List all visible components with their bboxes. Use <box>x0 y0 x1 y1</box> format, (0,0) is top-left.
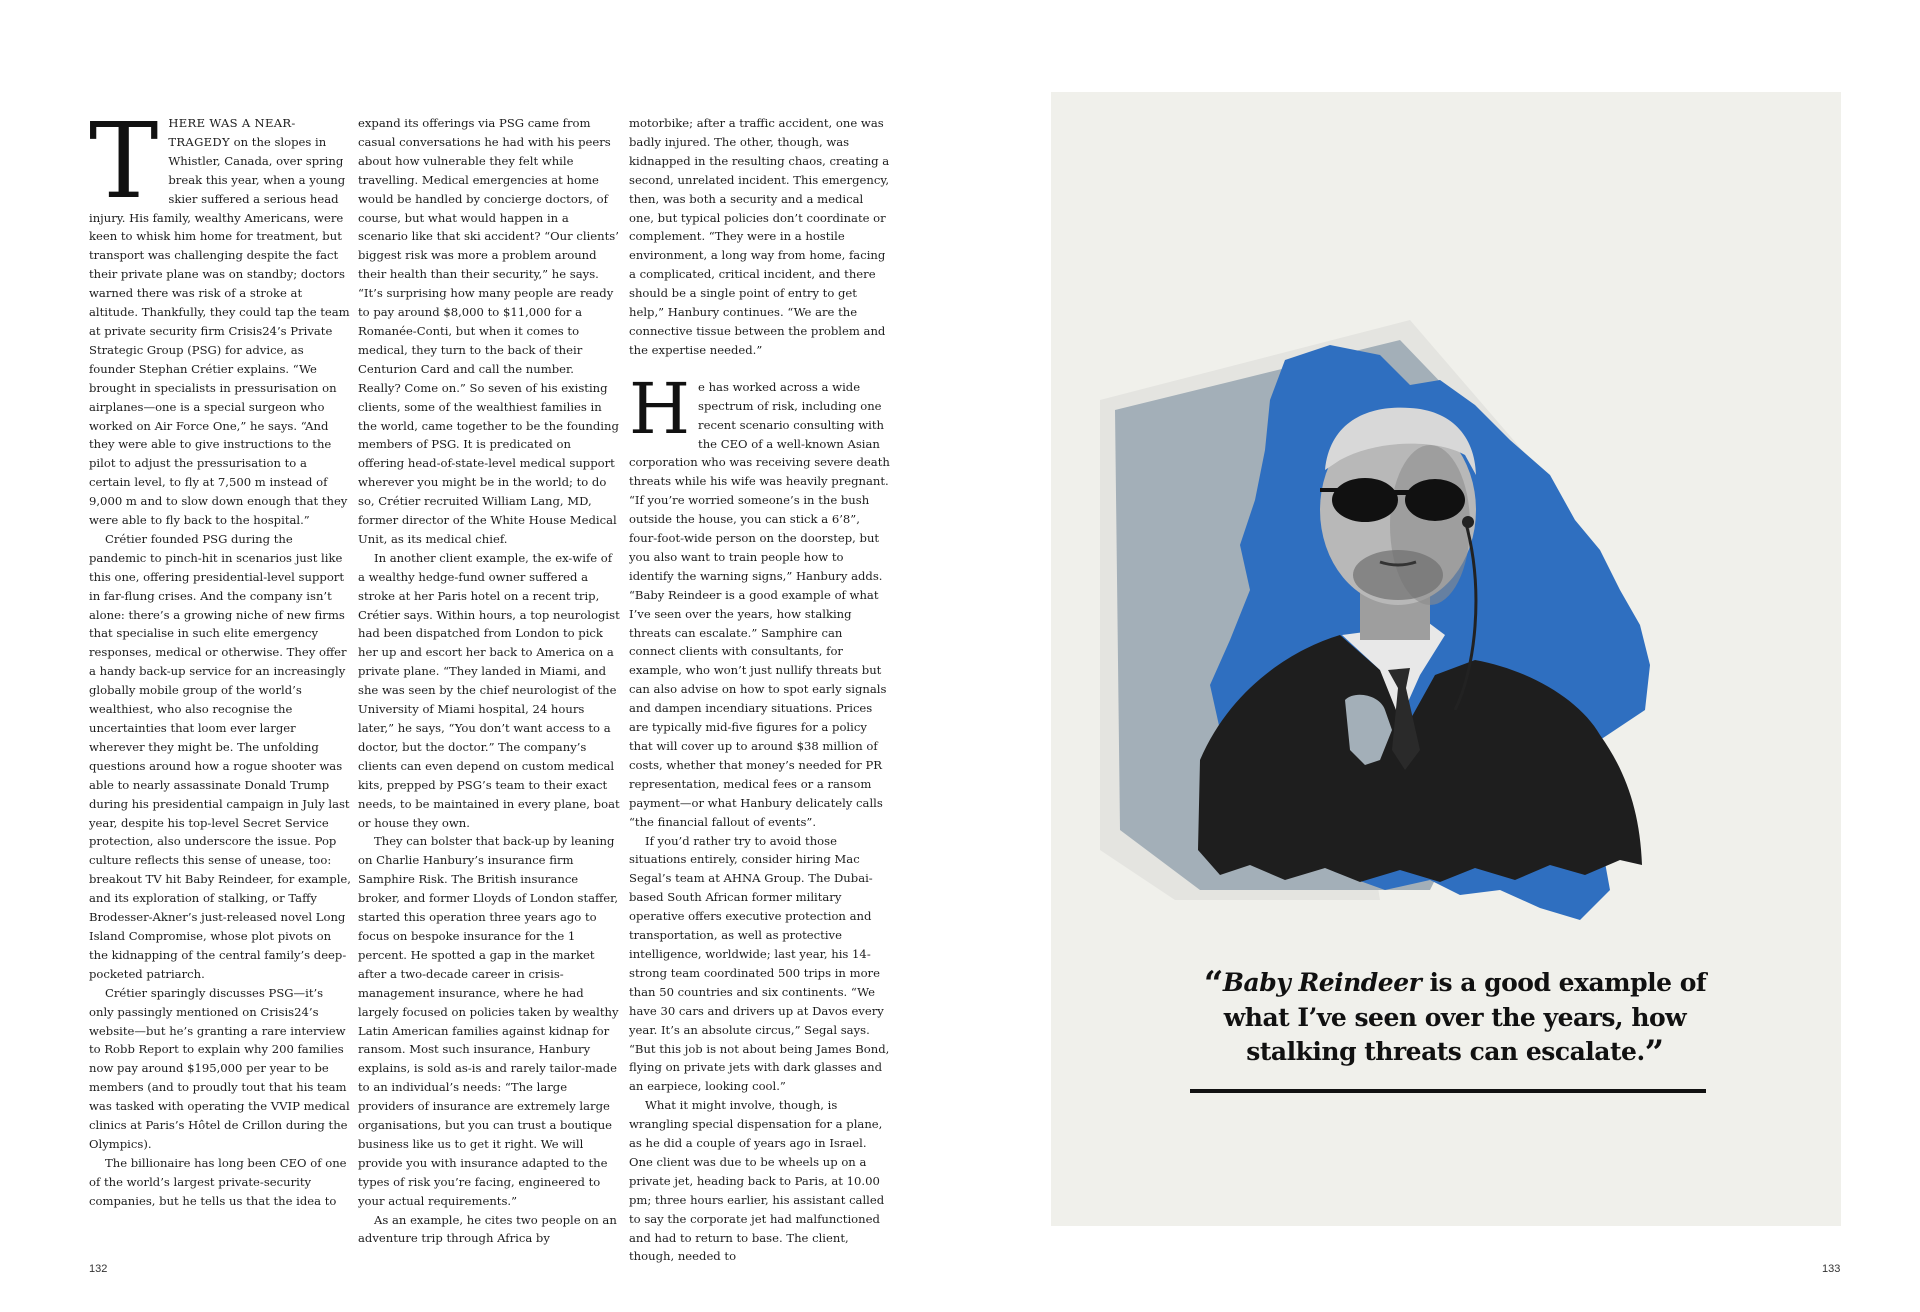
paragraph: The billionaire has long been CEO of one of the world’s largest private-security companies, but he tells us that the idea to <box>89 1155 347 1208</box>
opening-paragraph <box>89 100 351 530</box>
open-quote-mark: “ <box>1203 964 1223 1004</box>
pull-quote <box>1170 964 1740 1073</box>
paragraph: If you’d rather try to avoid those situations entirely, consider hiring Mac Segal’s team at AHNA Group. The Dubai-based South African former military operative offers executive protection and transportation, as well as protective intelligence, worldwide; last year, his 14-strong team coordinated 500 trips in more than 50 countries and six continents. “We have 30 cars and drivers up at Davos every year. It’s an absolute circus,” Segal says. “But this job is not about being James Bond, flying on private jets with dark glasses and an earpiece, looking cool.” <box>629 833 890 1094</box>
paragraph: As an example, he cites two people on an adventure trip through Africa by <box>358 1212 617 1246</box>
article-column-1 <box>89 100 351 1211</box>
section-opening-paragraph <box>629 367 891 832</box>
drop-cap-h: H <box>629 367 691 450</box>
earpiece-icon <box>1462 516 1474 528</box>
pull-quote-italic-title: Baby Reindeer <box>1222 968 1422 997</box>
paragraph: They can bolster that back-up by leaning on Charlie Hanbury’s insurance firm Samphire Risk. The British insurance broker, and former Lloyds of London staffer, started this operation three years ago to focus on bespoke insurance for the 1 percent. He spotted a gap in the market after a two-decade career in crisis-management insurance, where he had largely focused on policies taken by wealthy Latin American families against kidnap for ransom. Most such insurance, Hanbury explains, is sold as-is and rarely tailor-made to an individual’s needs: “The large providers of insurance are extremely large organisations, but you can trust a boutique business like us to get it right. We will provide you with insurance adapted to the types of risk you’re facing, engineered to your actual requirements.” <box>358 834 619 1208</box>
bodyguard-collage-illustration <box>1080 290 1760 940</box>
article-column-2 <box>358 114 620 1248</box>
beard <box>1353 550 1443 600</box>
paragraph: Crétier sparingly discusses PSG—it’s only passingly mentioned on Crisis24’s website—but he’s granting a rare interview to Robb Report to explain why 200 families now pay around $195,000 per year to be members (and to proudly tout that his team was tasked with operating the VVIP medical clinics at Paris’s Hôtel de Crillon during the Olympics). <box>89 985 350 1151</box>
paragraph-text: on the slopes in Whistler, Canada, over spring break this year, when a young skier suffered a serious head injury. His family, wealthy Americans, were keen to whisk him home for treatment, but transport was challenging despite the fact their private plane was on standby; doctors warned there was risk of a stroke at altitude. Thankfully, they could tap the team at private security firm Crisis24’s Private Strategic Group (PSG) for advice, as founder Stephan Crétier explains. “We brought in specialists in pressurisation on airplanes—one is a special surgeon who worked on Air Force One,” he says. “And they were able to give instructions to the pilot to adjust the pressurisation to a certain level, to fly at 7,500 m instead of 9,000 m and to slow down enough that they were able to fly back to the hospital.” <box>89 134 350 528</box>
paragraph: Crétier founded PSG during the pandemic to pinch-hit in scenarios just like this one, offering presidential-level support in far-flung crises. And the company isn’t alone: there’s a growing niche of new firms that specialise in such elite emergency responses, medical or otherwise. They offer a handy back-up service for an increasingly globally mobile group of the world’s wealthiest, who also recognise the uncertainties that loom ever larger wherever they might be. The unfolding questions around how a rogue shooter was able to nearly assassinate Donald Trump during his presidential campaign in July last year, despite his top-level Secret Service protection, also underscore the issue. Pop culture reflects this sense of unease, too: breakout TV hit Baby Reindeer, for example, and its exploration of stalking, or Taffy Brodesser-Akner’s just-released novel Long Island Compromise, whose plot pivots on the kidnapping of the central family’s deep-pocketed patriarch. <box>89 531 351 981</box>
close-quote-mark: ” <box>1644 1033 1664 1073</box>
pull-quote-text: is a good example of what I’ve seen over the years, how stalking threats can escalate. <box>1223 968 1707 1066</box>
drop-cap-t: T <box>89 100 159 222</box>
paragraph: motorbike; after a traffic accident, one was badly injured. The other, though, was kidnapped in the resulting chaos, creating a second, unrelated incident. This emergency, then, was both a security and a medical one, but typical policies don’t coordinate or complement. “They were in a hostile environment, a long way from home, facing a complicated, critical incident, and there should be a single point of entry to get help,” Hanbury continues. “We are the connective tissue between the problem and the expertise needed.” <box>629 116 890 357</box>
paragraph: In another client example, the ex-wife of a wealthy hedge-fund owner suffered a stroke at her Paris hotel on a recent trip, Crétier says. Within hours, a top neurologist had been dispatched from London to pick her up and escort her back to America on a private plane. “They landed in Miami, and she was seen by the chief neurologist of the University of Miami hospital, 24 hours later,” he says, “You don’t want access to a doctor, but the doctor.” The company’s clients can even depend on custom medical kits, prepped by PSG’s team to their exact needs, to be maintained in every plane, boat or house they own. <box>358 550 620 830</box>
pull-quote-rule <box>1190 1089 1706 1093</box>
paragraph-text: e has worked across a wide spectrum of risk, including one recent scenario consulting with the CEO of a well-known Asian corporation who was receiving severe death threats while his wife was heavily pregnant. “If you’re worried someone’s in the bush outside the house, you can stick a 6’8”, four-foot-wide person on the doorstep, but you also want to train people how to identify the warning signs,” Hanbury adds. “Baby Reindeer is a good example of what I’ve seen over the years, how stalking threats can escalate.” Samphire can connect clients with consultants, for example, who won’t just nullify threats but can also advise on how to spot early signals and dampen incendiary situations. Prices are typically mid-five figures for a policy that will cover up to around $38 million of costs, whether that money’s needed for PR representation, medical fees or a ransom payment—or what Hanbury delicately calls “the financial fallout of events”. <box>629 379 890 829</box>
article-column-3 <box>629 114 891 1266</box>
paragraph: What it might involve, though, is wrangling special dispensation for a plane, as he did a couple of years ago in Israel. One client was due to be wheels up on a private jet, heading back to Paris, at 10.00 pm; three hours earlier, his assistant called to say the corporate jet had malfunctioned and had to return to base. The client, though, needed to <box>629 1098 885 1264</box>
paragraph: expand its offerings via PSG came from casual conversations he had with his peers about how vulnerable they felt while travelling. Medical emergencies at home would be handled by concierge doctors, of course, but what would happen in a scenario like that ski accident? “Our clients’ biggest risk was more a problem around their health than their security,” he says. “It’s surprising how many people are ready to pay around $8,000 to $11,000 for a Romanée-Conti, but when it comes to medical, they turn to the back of their Centurion Card and call the number. Really? Come on.” So seven of his existing clients, some of the wealthiest families in the world, came together to be the founding members of PSG. It is predicated on offering head-of-state-level medical support wherever you might be in the world; to do so, Crétier recruited William Lang, MD, former director of the White House Medical Unit, as its medical chief. <box>358 116 619 546</box>
page-number-left: 132 <box>89 1263 108 1275</box>
page-number-right: 133 <box>1822 1263 1841 1275</box>
lead-in-caps: HERE WAS A NEAR-TRAGEDY <box>168 116 296 149</box>
